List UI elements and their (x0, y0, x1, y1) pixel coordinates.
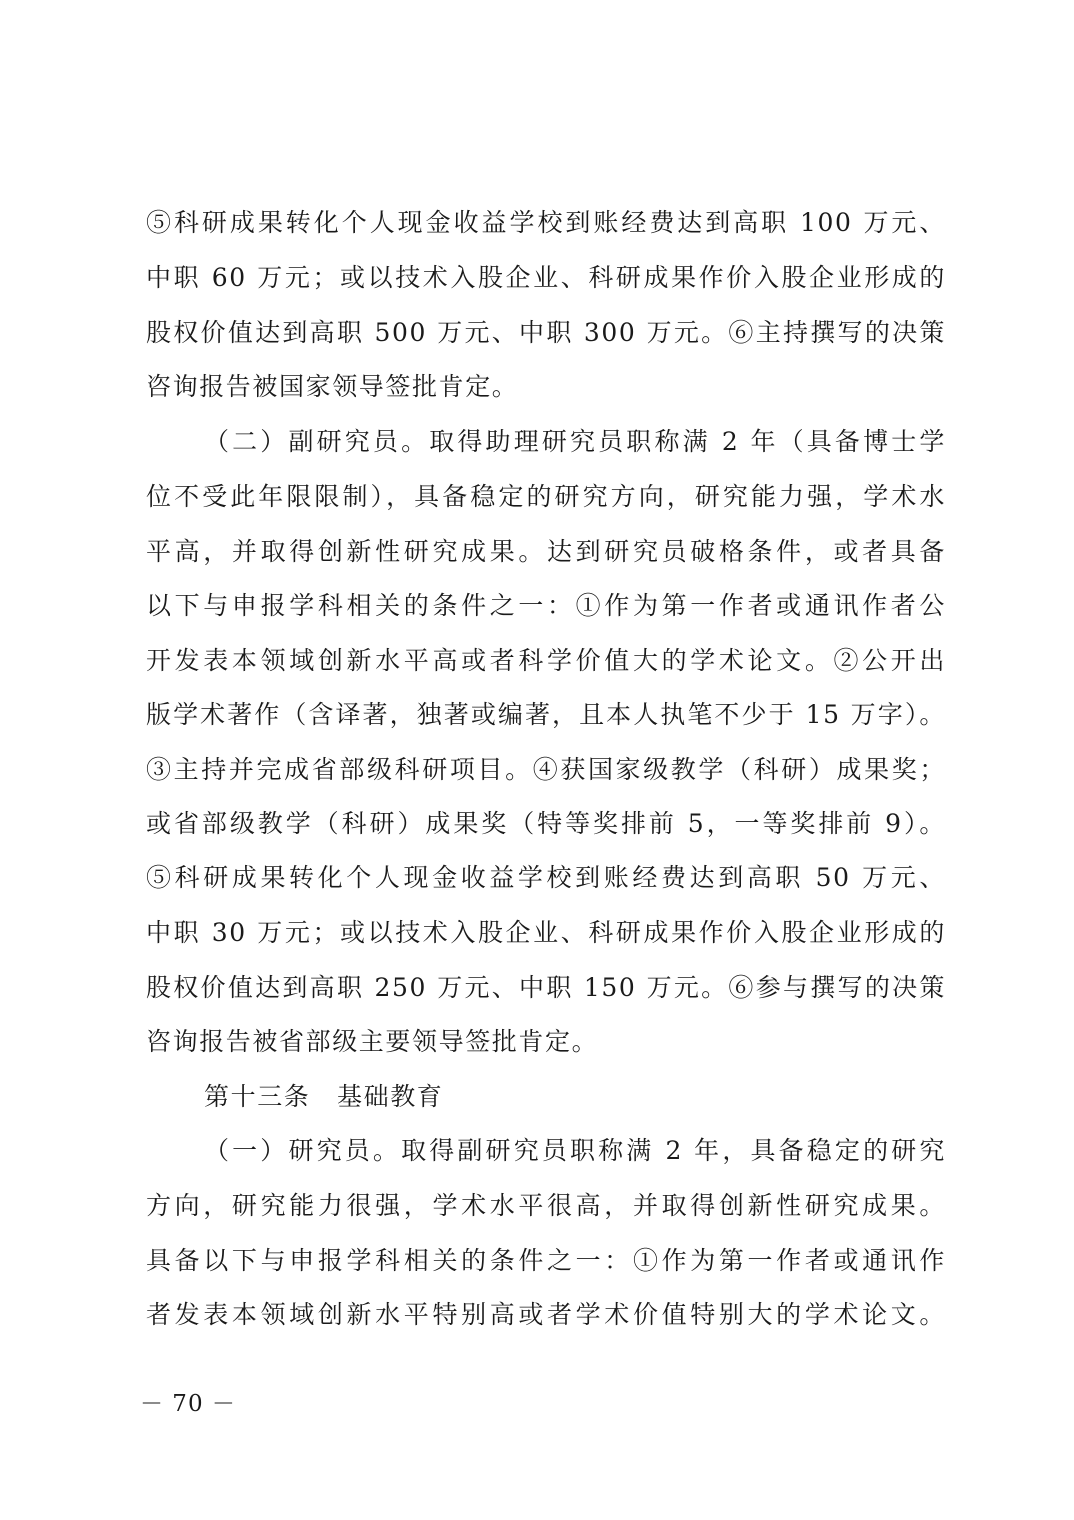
text-line: ③主持并完成省部级科研项目。④获国家级教学（科研）成果奖； (146, 755, 946, 784)
text-line: 中职 30 万元；或以技术入股企业、科研成果作价入股企业形成的 (146, 918, 946, 947)
text-line: 股权价值达到高职 500 万元、中职 300 万元。⑥主持撰写的决策 (146, 318, 946, 347)
paragraph-start-line: （二）副研究员。取得助理研究员职称满 2 年（具备博士学 (204, 427, 946, 456)
text-line: 开发表本领域创新水平高或者科学价值大的学术论文。②公开出 (146, 646, 946, 675)
text-line: 具备以下与申报学科相关的条件之一：①作为第一作者或通讯作 (146, 1246, 946, 1275)
text-line: ⑤科研成果转化个人现金收益学校到账经费达到高职 100 万元、 (146, 208, 946, 237)
page-number: － 70 － (140, 1391, 236, 1417)
text-line: 中职 60 万元；或以技术入股企业、科研成果作价入股企业形成的 (146, 263, 946, 292)
paragraph-start-line: （一）研究员。取得副研究员职称满 2 年，具备稳定的研究 (204, 1136, 946, 1165)
text-line: 咨询报告被国家领导签批肯定。 (146, 372, 519, 401)
text-line: 咨询报告被省部级主要领导签批肯定。 (146, 1027, 599, 1056)
text-line: 以下与申报学科相关的条件之一：①作为第一作者或通讯作者公 (146, 591, 946, 620)
text-line: 者发表本领域创新水平特别高或者学术价值特别大的学术论文。 (146, 1300, 946, 1329)
text-line: 版学术著作（含译著，独著或编著，且本人执笔不少于 15 万字）。 (146, 700, 946, 729)
text-line: 股权价值达到高职 250 万元、中职 150 万元。⑥参与撰写的决策 (146, 973, 946, 1002)
text-line: 位不受此年限限制），具备稳定的研究方向，研究能力强，学术水 (146, 482, 946, 511)
text-line: 方向，研究能力很强，学术水平很高，并取得创新性研究成果。 (146, 1191, 946, 1220)
text-line: ⑤科研成果转化个人现金收益学校到账经费达到高职 50 万元、 (146, 863, 946, 892)
text-line: 或省部级教学（科研）成果奖（特等奖排前 5，一等奖排前 9）。 (146, 809, 946, 838)
article-heading: 第十三条 基础教育 (204, 1082, 444, 1111)
text-line: 平高，并取得创新性研究成果。达到研究员破格条件，或者具备 (146, 537, 946, 566)
